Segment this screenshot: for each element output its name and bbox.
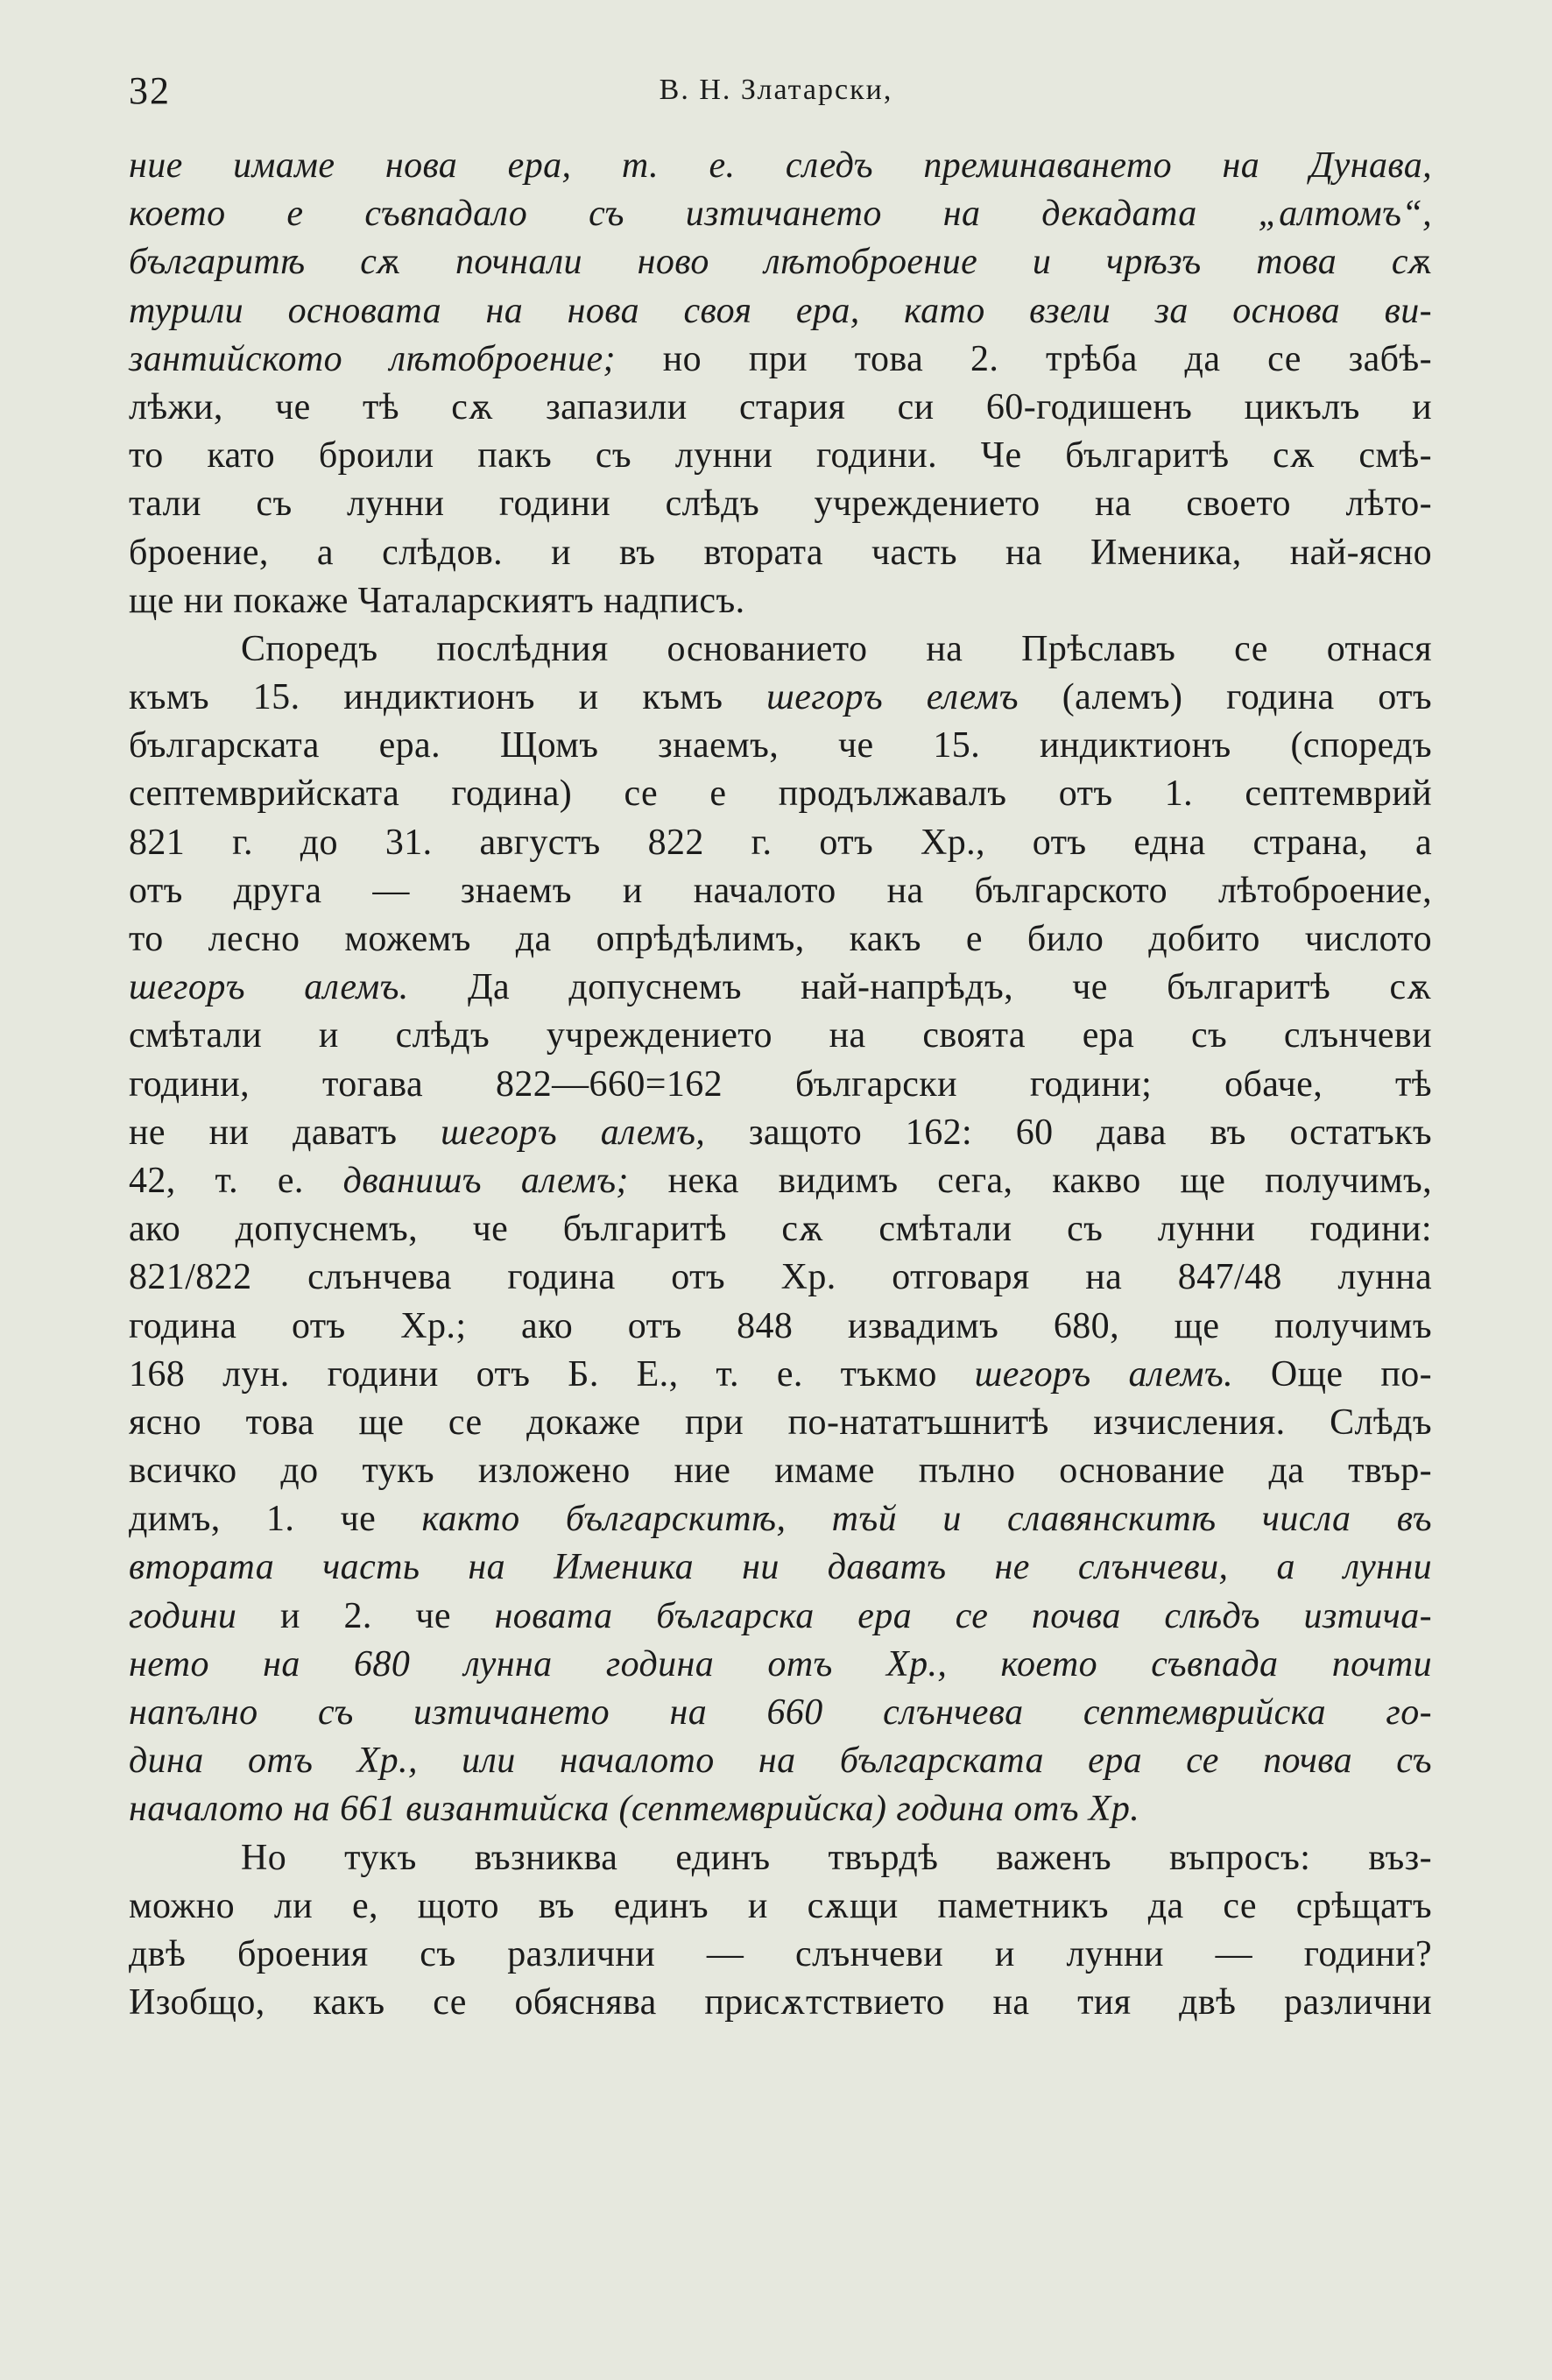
text-line xyxy=(129,1399,1432,1447)
italic-text: турили основата на нова своя ера, като взели за основа ви- xyxy=(129,290,1432,331)
italic-text: началото на 661 византийска (септемврийска) година отъ Хр. xyxy=(129,1789,1140,1830)
text-line xyxy=(129,1979,1432,2027)
text-run: димъ, 1. че xyxy=(129,1499,422,1540)
italic-text: което е съвпадало съ изтичането на декадата „алтомъ“, xyxy=(129,194,1432,235)
text-run: тали съ лунни години слѣдъ учреждението на своето лѣто- xyxy=(129,484,1432,525)
text-run: можно ли е, щото въ единъ и сѫщи паметникъ да се срѣщатъ xyxy=(129,1885,1432,1926)
text-line xyxy=(129,287,1432,335)
italic-text: втората часть на Именика ни даватъ не слънчеви, а лунни xyxy=(129,1547,1432,1588)
text-line xyxy=(129,964,1432,1012)
text-run: броение, а слѣдов. и въ втората часть на Именика, най-ясно xyxy=(129,532,1432,573)
text-run: но при това 2. трѣба да се забѣ- xyxy=(615,338,1432,379)
text-run: 168 лун. години отъ Б. Е., т. е. тъкмо xyxy=(129,1353,975,1395)
text-line xyxy=(129,770,1432,818)
text-line xyxy=(129,1543,1432,1592)
text-line xyxy=(129,432,1432,480)
italic-text: ние имаме нова ера, т. е. следъ преминаването на Дунава, xyxy=(129,145,1432,186)
text-run: (алемъ) година отъ xyxy=(1018,677,1432,718)
text-line xyxy=(129,529,1432,577)
text-line xyxy=(129,1882,1432,1931)
text-line xyxy=(129,335,1432,384)
text-line xyxy=(129,1495,1432,1543)
text-run: всичко до тукъ изложено ние имаме пълно основание да твър- xyxy=(129,1451,1432,1492)
text-run: ясно това ще се докаже при по-нататъшнитѣ изчисления. Слѣдъ xyxy=(129,1402,1432,1443)
text-run: 821 г. до 31. августъ 822 г. отъ Хр., отъ една страна, а xyxy=(129,822,1432,863)
italic-text: нето на 680 лунна година отъ Хр., което съвпада почти xyxy=(129,1643,1432,1684)
text-run: години, тогава 822—660=162 български години; обаче, тѣ xyxy=(129,1063,1432,1105)
text-line xyxy=(129,1109,1432,1157)
text-line xyxy=(129,1012,1432,1060)
text-line xyxy=(129,577,1432,625)
text-line xyxy=(129,480,1432,528)
italic-text: шегоръ алемъ. xyxy=(974,1353,1233,1395)
text-line xyxy=(129,674,1432,722)
text-run: Още по- xyxy=(1232,1353,1432,1395)
text-run: септемврийската година) се е продължавалъ отъ 1. септемврий xyxy=(129,773,1432,815)
text-run: не ни даватъ xyxy=(129,1112,441,1153)
text-run: 42, т. е. xyxy=(129,1160,343,1201)
text-run: отъ друга — знаемъ и началото на българското лѣтоброение, xyxy=(129,870,1432,911)
italic-text: новата българска ера се почва слѣдъ изтича- xyxy=(494,1595,1433,1636)
text-line xyxy=(129,625,1432,674)
text-run: година отъ Хр.; ако отъ 848 извадимъ 680, ще получимъ xyxy=(129,1305,1432,1346)
italic-text: шегоръ елемъ xyxy=(766,677,1019,718)
page-header xyxy=(129,68,1423,121)
text-line xyxy=(129,867,1432,915)
text-run: двѣ броения съ различни — слънчеви и лунни — години? xyxy=(129,1933,1432,1974)
text-line xyxy=(129,1157,1432,1205)
text-run: 821/822 слънчева година отъ Хр. отговаря на 847/48 лунна xyxy=(129,1257,1432,1298)
italic-text: години xyxy=(129,1595,237,1636)
italic-text: зантийското лѣтоброение; xyxy=(129,338,616,379)
text-run: лѣжи, че тѣ сѫ запазили стария си 60-годишенъ цикълъ и xyxy=(129,386,1432,427)
text-run: Но тукъ възниква единъ твърдѣ важенъ въпросъ: въз- xyxy=(241,1837,1432,1878)
italic-text: както българскитѣ, тъй и славянскитѣ числа въ xyxy=(421,1499,1432,1540)
text-line xyxy=(129,1834,1432,1882)
text-run: защото 162: 60 дава въ остатъкъ xyxy=(705,1112,1433,1153)
body-text xyxy=(129,142,1432,2027)
page-number: 32 xyxy=(129,69,171,112)
text-line xyxy=(129,1205,1432,1254)
italic-text: дина отъ Хр., или началото на българската ера се почва съ xyxy=(129,1741,1432,1782)
text-run: нека видимъ сега, какво ще получимъ, xyxy=(628,1160,1433,1201)
text-line xyxy=(129,722,1432,770)
text-line xyxy=(129,1254,1432,1302)
text-run: Споредъ послѣдния основанието на Прѣславъ се отнася xyxy=(241,628,1432,669)
text-line xyxy=(129,1351,1432,1399)
text-line xyxy=(129,142,1432,190)
text-run: Да допуснемъ най-напрѣдъ, че българитѣ сѫ xyxy=(408,967,1432,1008)
text-line xyxy=(129,238,1432,286)
text-line xyxy=(129,915,1432,964)
text-line xyxy=(129,1641,1432,1689)
text-line xyxy=(129,1737,1432,1785)
text-run: българската ера. Щомъ знаемъ, че 15. индиктионъ (споредъ xyxy=(129,725,1432,766)
text-line xyxy=(129,819,1432,867)
italic-text: напълно съ изтичането на 660 слънчева септемврийска го- xyxy=(129,1692,1432,1733)
text-line xyxy=(129,1593,1432,1641)
text-run: то като броили пакъ съ лунни години. Че българитѣ сѫ смѣ- xyxy=(129,435,1432,477)
text-run: къмъ 15. индиктионъ и къмъ xyxy=(129,677,767,718)
text-run: смѣтали и слѣдъ учреждението на своята ера съ слънчеви xyxy=(129,1015,1432,1056)
text-line xyxy=(129,384,1432,432)
text-run: Изобщо, какъ се обяснява присѫтствието на тия двѣ различни xyxy=(129,1982,1432,2023)
text-line xyxy=(129,190,1432,238)
italic-text: българитѣ сѫ почнали ново лѣтоброение и чрѣзъ това сѫ xyxy=(129,242,1432,283)
text-line xyxy=(129,1303,1432,1351)
text-line xyxy=(129,1061,1432,1109)
italic-text: шегоръ алемъ. xyxy=(129,967,409,1008)
italic-text: дванишъ алемъ; xyxy=(342,1160,629,1201)
text-line xyxy=(129,1931,1432,1979)
text-run: то лесно можемъ да опрѣдѣлимъ, какъ е било добито числото xyxy=(129,919,1432,959)
text-line xyxy=(129,1689,1432,1737)
text-run: и 2. че xyxy=(236,1595,495,1636)
text-line xyxy=(129,1785,1432,1833)
text-run: ще ни покаже Чаталарскиятъ надписъ. xyxy=(129,580,745,621)
italic-text: шегоръ алемъ, xyxy=(441,1112,706,1153)
text-line xyxy=(129,1447,1432,1495)
running-head: В. Н. Златарски, xyxy=(659,74,893,106)
text-run: ако допуснемъ, че българитѣ сѫ смѣтали съ лунни години: xyxy=(129,1209,1432,1250)
